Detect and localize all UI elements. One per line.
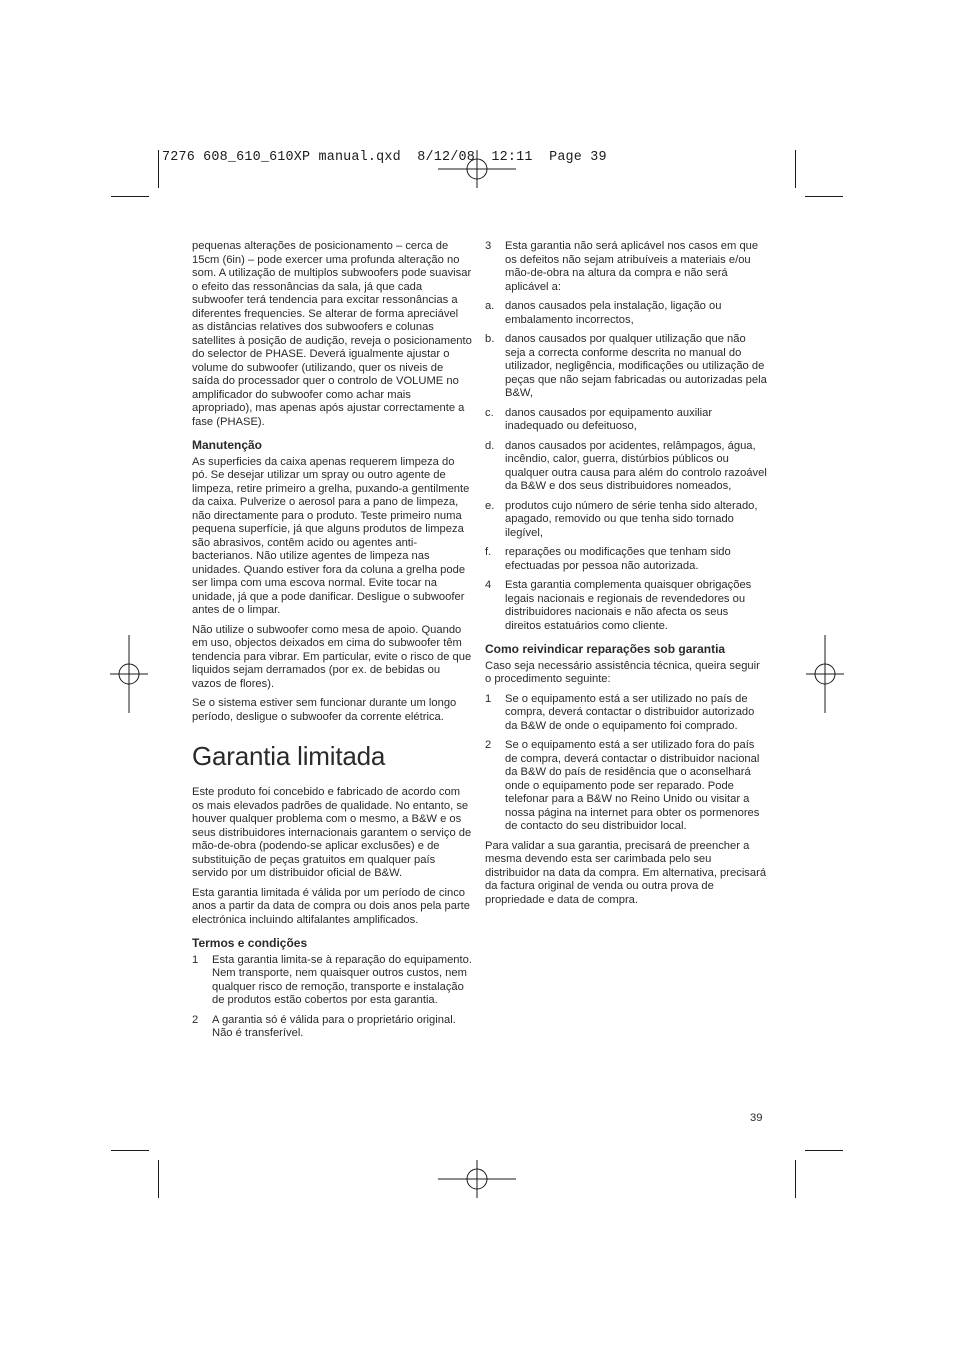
list-item-text: Esta garantia complementa quaisquer obrigações legais nacionais e regionais de revendedores ou distribuidores nacionais e não afecta os seus direitos estatuários como cliente. [505,579,752,632]
list-item-text: Se o equipamento está a ser utilizado no país de compra, deverá contactar o distribuidor autorizado da B&W de onde o equipamento foi comprado. [505,692,755,732]
intro-paragraph: pequenas alterações de posicionamento – cerca de 15cm (6in) – pode exercer uma profunda alteração no som. A utilização de multiplos subwoofers pode suavisar o efeito das ressonâncias da sala, já que cada subwoofer terá tendencia para excitar ressonâncias a diferentes frequencies. Se alterar de forma apreciável as distâncias relatives dos subwoofers e colunas satellites à posição de audição, reveja o posicionamento do selector de PHASE. Deverá igualmente ajustar o volume do subwoofer (utilizando, quer os niveis de saída do processador quer o controlo de VOLUME no amplificador do subwoofer como achar mais apropriado), mas apenas após ajustar correctamente a fase (PHASE). [192,240,472,428]
list-item [485,240,767,294]
maintenance-paragraph-2: Não utilize o subwoofer como mesa de apoio. Quando em uso, objectos deixados em cima do subwoofer têm tendencia para vibrar. Em particular, evite o risco de que liquidos sejam derramados (por ex. de bebidas ou vazos de flores). [192,623,472,690]
sub-list-item [485,300,767,327]
maintenance-heading: Manutenção [192,438,263,452]
left-column [192,240,472,1047]
right-column [485,240,767,913]
sub-list-item [485,440,767,494]
sub-list-item-text: produtos cujo número de série tenha sido alterado, apagado, removido ou que tenha sido tornado ilegível, [505,499,758,539]
registration-mark-top [438,150,516,188]
sub-list-item-letter: c. [485,406,494,419]
warranty-paragraph-2: Esta garantia limitada é válida por um período de cinco anos a partir da data de compra ou dois anos pela parte electrónica incluindo altifalantes amplificados. [192,886,471,926]
sub-list-item [485,500,767,541]
list-item [192,1014,472,1041]
warranty-paragraph-1: Este produto foi concebido e fabricado de acordo com os mais elevados padrões de qualidade. No entanto, se houver qualquer problema com o mesmo, a B&W e os seus distribuidores internacionais garantem o serviço de mão-de-obra (podendo-se aplicar exclusões) e de substituição de peças gratuitos em qualquer país servido por um distribuidor oficial de B&W. [192,786,472,879]
sub-list-item-letter: a. [485,300,495,312]
sub-list-item [485,546,767,573]
crop-mark-tl-horizontal [111,196,149,197]
claim-intro: Caso seja necessário assistência técnica, queira seguir o procedimento seguinte: [485,659,760,685]
crop-mark-tr-vertical [795,150,796,188]
list-item-number: 1 [192,953,199,966]
page-number: 39 [750,1112,763,1124]
list-item [485,739,767,834]
maintenance-paragraph-1: As superficies da caixa apenas requerem limpeza do pó. Se desejar utilizar um spray ou outro agente de limpeza, retire primeiro a grelha, puxando-a gentilmente da caixa. Pulverize o aerosol para a pano de limpeza, não directamente para o produto. Teste primeiro numa pequena superfície, já que alguns produtos de limpeza são abrasivos, contêm acido ou agentes anti-bacterianos. Não utilize agentes de limpeza nas unidades. Quando estiver fora da coluna a grelha pode ser limpa com uma escova normal. Evite tocar na unidade, já que a pode danificar. Desligue o subwoofer antes de o limpar. [192,455,470,616]
list-item [485,693,767,734]
sub-list-item-letter: b. [485,333,495,345]
sub-list-item-text: reparações ou modificações que tenham sido efectuadas por pessoa não autorizada. [505,546,731,572]
list-item-number: 2 [192,1013,199,1026]
list-item-text: A garantia só é válida para o proprietário original. Não é transferível. [212,1013,456,1039]
list-item [485,579,767,633]
file-slug: 7276 608_610_610XP manual.qxd 8/12/08 12:11 Page 39 [162,150,607,165]
sub-list-item-letter: d. [485,439,495,452]
list-item-number: 4 [485,579,492,591]
crop-mark-tl-vertical [158,150,159,188]
crop-mark-br-vertical [795,1160,796,1198]
crop-mark-tr-horizontal [805,196,843,197]
validate-paragraph: Para validar a sua garantia, precisará de preencher a mesma devendo esta ser carimbada pelo seu distribuidor na data da compra. Em alternativa, precisará da factura original de venda ou outra prova de propriedade e data de compra. [485,839,767,906]
sub-list-item-letter: f. [485,546,492,558]
sub-list-item-letter: e. [485,499,495,512]
sub-list-item-text: danos causados por equipamento auxiliar inadequado ou defeituoso, [505,406,713,432]
registration-mark-left [110,635,148,713]
list-item-number: 1 [485,692,492,705]
list-item-text: Esta garantia limita-se à reparação do equipamento. Nem transporte, nem quaisquer outros custos, nem qualquer risco de remoção, transporte e instalação de produtos estão cobertos por esta garantia. [212,953,472,1006]
crop-mark-br-horizontal [805,1150,843,1151]
sub-list-item-text: danos causados por qualquer utilização que não seja a correcta conforme descrita no manual do utilizador, negligência, modificações ou utilização de peças que não sejam fabricadas ou autorizadas pela B&W, [505,333,767,399]
sub-list-item [485,333,767,401]
list-item-text: Se o equipamento está a ser utilizado fora do país de compra, deverá contactar o distribuidor nacional da B&W do país de residência que o aconselhará onde o equipamento pode ser reparado. Pode telefonar para a B&W no Reino Unido ou visitar a nossa página na internet para obter os pormenores de contacto do seu distribuidor local. [505,739,760,832]
list-item-number: 2 [485,739,492,751]
crop-mark-bl-horizontal [111,1150,149,1151]
claim-heading: Como reivindicar reparações sob garantia [485,642,726,656]
maintenance-paragraph-3: Se o sistema estiver sem funcionar durante um longo período, desligue o subwoofer da corrente elétrica. [192,697,457,723]
crop-mark-bl-vertical [158,1160,159,1198]
sub-list-item-text: danos causados pela instalação, ligação ou embalamento incorrectos, [505,300,722,326]
list-item [192,954,472,1008]
list-item-text: Esta garantia não será aplicável nos casos em que os defeitos não sejam atribuíveis a materiais e/ou mão-de-obra na altura da compra e não será aplicável a: [505,240,759,293]
registration-mark-right [806,635,844,713]
warranty-title: Garantia limitada [192,741,386,771]
registration-mark-bottom [438,1160,516,1198]
list-item-number: 3 [485,240,492,252]
terms-heading: Termos e condições [192,936,308,950]
sub-list-item-text: danos causados por acidentes, relâmpagos, água, incêndio, calor, guerra, distúrbios públicos ou qualquer outra causa para além do controlo razoável da B&W e dos seus distribuidores nomeados, [505,439,767,492]
sub-list-item [485,407,767,434]
